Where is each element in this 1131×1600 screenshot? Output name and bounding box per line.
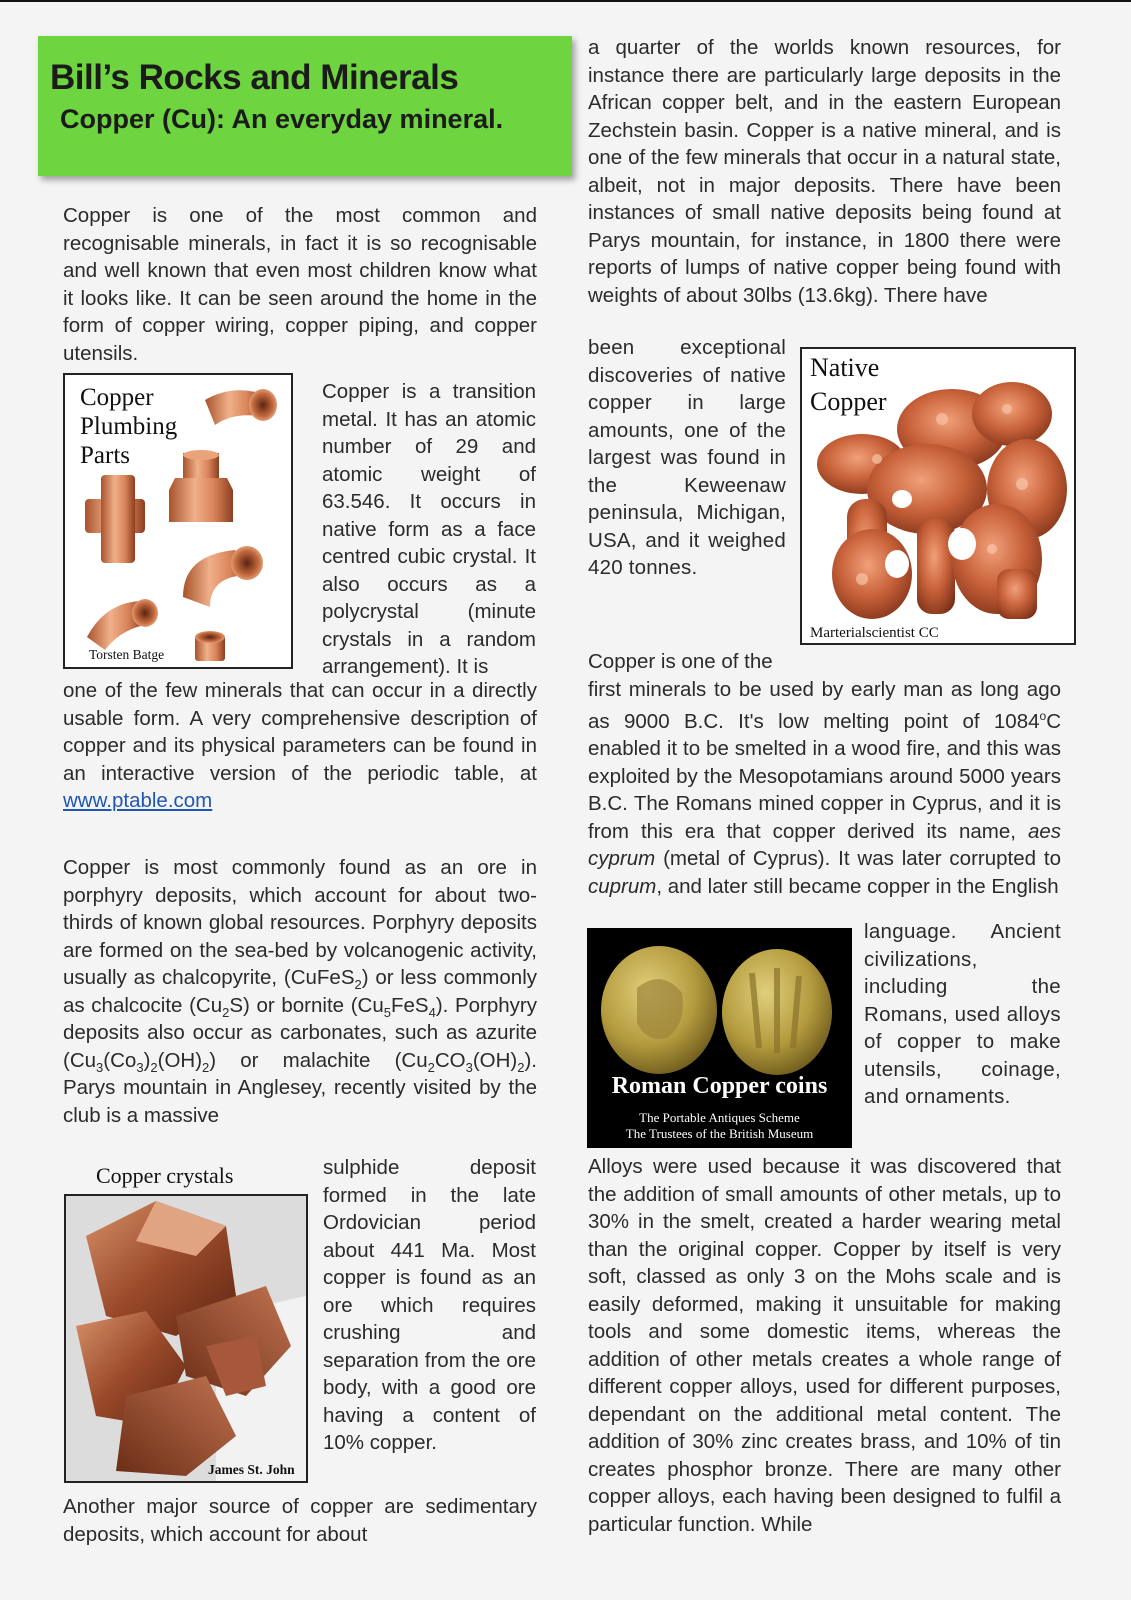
paragraph-native-discoveries: been exceptional discoveries of native copper in large amounts, one of the largest was found in the Keweenaw peninsula, Michigan, USA, and it weighed 420 tonnes. — [588, 336, 786, 579]
header-banner — [38, 36, 572, 176]
subscript: 2 — [427, 1059, 435, 1075]
porphyry-text-3: S) or bornite (Cu — [229, 993, 384, 1017]
coins-caption: Roman Copper coins — [611, 1073, 828, 1099]
chalcocite-formula: (Cu — [189, 993, 223, 1017]
subscript: 2 — [517, 1059, 525, 1075]
subscript: 3 — [136, 1059, 144, 1075]
native-copper-credit: Marterialscientist CC — [810, 625, 939, 641]
plumbing-credit: Torsten Batge — [89, 647, 165, 662]
early-man-text-1: Copper is one of the — [588, 650, 773, 673]
early-man-text-4: (metal of Cyprus). It was later corrupted to — [663, 847, 1061, 871]
chalcopyrite-formula: (CuFeS — [283, 966, 355, 989]
cuprum-italic: cuprum — [588, 874, 657, 898]
page-top-rule — [0, 0, 1131, 2]
paragraph-intro: Copper is one of the most common and recognisable minerals, in fact it is so recognisable and well known that even most children know what it looks like. It can be seen around the home in the form of copper wiring, copper piping, and copper utensils. — [63, 204, 537, 365]
paragraph-alloys: Alloys were used because it was discovered that the addition of small amounts of other metals, up to 30% in the smelt, created a harder wearing metal than the original copper. Copper by itself is very soft, classed as only 3 on the Mohs scale and is easily deformed, making it unsuitable for making tools and some domestic items, whereas the addition of other metals creates a whole range of different copper alloys, used for different purposes, dependant on the additional metal content. The addition of 30% zinc creates brass, and 10% of tin creates phosphor bronze. There are many other copper alloys, each having been designed to fulfil a particular function. While — [588, 1155, 1061, 1536]
subscript: 3 — [96, 1059, 104, 1075]
copper-crystals-image — [64, 1194, 308, 1483]
coins-credit-1: The Portable Antiques Scheme — [639, 1110, 800, 1125]
paragraph-porphyry — [63, 854, 537, 1129]
porphyry-text-4: ). Porphyry deposits also occur as carbonates, such as azurite (Cu — [63, 993, 538, 1072]
crystals-illustration — [66, 1196, 306, 1481]
early-man-text-5: , and later still became copper in the English — [656, 874, 1059, 898]
paragraph-transition-metal: Copper is a transition metal. It has an atomic number of 29 and atomic weight of 63.546. It occurs in native form as a face centred cubic crystal. It also occurs as a polycrystal (minute crystals in a random arrangement). It is — [322, 380, 536, 678]
subscript: 4 — [428, 1004, 436, 1020]
porphyry-text-5: ) or malachite (Cu — [209, 1048, 428, 1072]
paragraph-resources: a quarter of the worlds known resources, for instance there are particularly large deposits in the African copper belt, and in the eastern European Zechstein basin. Copper is a native mineral, and is one of the few minerals that occur in a natural state, albeit, not in major deposits. There have been instances of small native deposits being found at Parys mountain, for instance, in 1800 there were reports of lumps of native copper being found with weights of about 30lbs (13.6kg). There have — [588, 36, 1061, 307]
plumbing-caption: Copper Plumbing Parts — [80, 384, 178, 469]
aes-cyprum-italic: aes cyprum — [588, 819, 1061, 871]
paragraph-sedimentary: Another major source of copper are sedimentary deposits, which account for about — [63, 1495, 537, 1546]
crystals-caption: Copper crystals — [96, 1163, 234, 1188]
subscript: 2 — [150, 1059, 158, 1075]
page-title: Bill’s Rocks and Minerals — [50, 58, 459, 97]
malachite-formula: (OH) — [472, 1048, 518, 1072]
paragraph-sulphide-deposit: sulphide deposit formed in the late Ordovician period about 441 Ma. Most copper is found as an ore which requires crushing and separation from the ore body, with a good ore having a content of 10% copper. — [323, 1156, 536, 1454]
early-man-text-2: first minerals to be used by early man as long ago as 9000 B.C. It's low melting point of 1084 — [588, 677, 1061, 733]
azurite-formula: ) — [143, 1048, 151, 1072]
malachite-formula: CO — [434, 1048, 466, 1072]
subscript: 3 — [465, 1059, 473, 1075]
periodic-table-text: one of the few minerals that can occur in a directly usable form. A very comprehensive description of copper and its physical parameters can be found in an interactive version of the periodic table, at — [63, 679, 537, 785]
ptable-link[interactable]: www.ptable.com — [63, 789, 213, 812]
native-copper-image — [800, 347, 1076, 645]
azurite-formula: (OH) — [157, 1048, 203, 1072]
early-man-text-3: C enabled it to be smelted in a wood fire, and this was exploited by the Mesopotamians around 5000 years B.C. The Romans mined copper in Cyprus, and it is from this era that copper derived its name, — [588, 709, 1061, 843]
subscript: 2 — [202, 1059, 210, 1075]
subscript: 2 — [354, 977, 362, 993]
porphyry-text-6: ). Parys mountain in Anglesey, recently visited by the club is a massive — [63, 1048, 537, 1127]
paragraph-ancient-civilizations: language. Ancient civilizations, including the Romans, used alloys of copper to make utensils, coinage, and ornaments. — [864, 920, 1061, 1108]
subscript: 2 — [222, 1004, 230, 1020]
subscript: 5 — [383, 1004, 391, 1020]
azurite-formula: (Co — [103, 1048, 137, 1072]
crystals-credit: James St. John — [208, 1462, 295, 1477]
copper-fittings-illustration — [65, 375, 291, 667]
native-copper-illustration — [802, 349, 1074, 643]
porphyry-text-1: Copper is most commonly found as an ore in porphyry deposits, which account for about two-thirds of known global resources. Porphyry deposits are formed on the sea-bed by volcanogenic activity, usually as chalcopyrite, — [63, 856, 537, 989]
page-subtitle: Copper (Cu): An everyday mineral. — [60, 104, 504, 134]
roman-coins-image — [587, 928, 852, 1148]
native-copper-caption: Native Copper — [810, 353, 887, 416]
coins-credit-2: The Trustees of the British Museum — [625, 1126, 814, 1141]
paragraph-periodic-table — [63, 677, 537, 815]
bornite-formula: FeS — [390, 993, 429, 1017]
porphyry-text-2: ) or less commonly as chalcocite — [63, 966, 537, 1017]
degree-sign: o — [1039, 709, 1047, 723]
paragraph-early-man — [588, 648, 1061, 900]
plumbing-parts-image — [63, 373, 293, 669]
